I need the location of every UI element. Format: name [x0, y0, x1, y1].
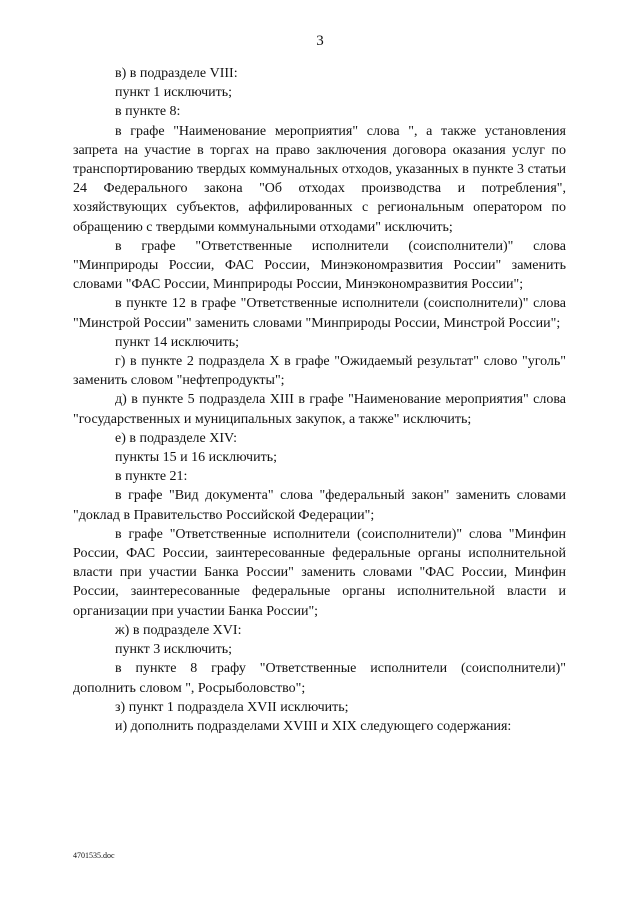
paragraph: д) в пункте 5 подраздела XIII в графе "Наименование мероприятия" слова "государственных и муниципальных закупок, а также" исключить;: [73, 392, 566, 427]
paragraph: и) дополнить подразделами XVIII и XIX следующего содержания:: [115, 718, 512, 734]
paragraph: пункт 14 исключить;: [115, 334, 240, 350]
paragraph: е) в подразделе XIV:: [115, 430, 237, 446]
page-number: 3: [316, 33, 324, 49]
document-filename: 4701535.doc: [73, 851, 115, 860]
paragraph: г) в пункте 2 подраздела X в графе "Ожидаемый результат" слово "уголь" заменить словом "нефтепродукты";: [73, 354, 566, 389]
paragraph: з) пункт 1 подраздела XVII исключить;: [115, 699, 349, 715]
paragraph: в пункте 8 графу "Ответственные исполнители (соисполнители)" дополнить словом ", Росрыболовство";: [73, 661, 566, 696]
paragraph: в графе "Ответственные исполнители (соисполнители)" слова "Минприроды России, ФАС России, Минэкономразвития России" заменить словами "ФАС России, Минприроды России, Минэкономразвития России";: [73, 238, 566, 293]
paragraph: в пункте 8:: [115, 104, 181, 120]
paragraph: в пункте 21:: [115, 469, 188, 485]
paragraph: пункт 3 исключить;: [115, 642, 233, 658]
paragraph: ж) в подразделе XVI:: [115, 622, 242, 638]
paragraph: пункты 15 и 16 исключить;: [115, 450, 277, 466]
paragraph: в графе "Ответственные исполнители (соисполнители)" слова "Минфин России, ФАС России, заинтересованные федеральные органы исполнительной власти при участии Банка России" заменить словами "ФАС России, Минфин России, заинтересованные федеральные органы исполнительной власти и организации при участии Банка России";: [73, 526, 566, 619]
paragraph: в графе "Вид документа" слова "федеральный закон" заменить словами "доклад в Правительство Российской Федерации";: [73, 488, 566, 523]
document-body: [73, 64, 566, 736]
paragraph: в графе "Наименование мероприятия" слова ", а также установления запрета на участие в торгах на право заключения договора оказания услуг по транспортированию твердых коммунальных отходов, указанных в пункте 3 статьи 24 Федерального закона "Об отходах производства и потребления", хозяйствующих субъектов, аффилированных с региональным оператором по обращению с твердыми коммунальными отходами" исключить;: [73, 123, 566, 235]
paragraph: в) в подразделе VIII:: [115, 66, 238, 81]
paragraph: в пункте 12 в графе "Ответственные исполнители (соисполнители)" слова "Минстрой России" заменить словами "Минприроды России, Минстрой России";: [73, 296, 566, 331]
paragraph: пункт 1 исключить;: [115, 85, 233, 101]
